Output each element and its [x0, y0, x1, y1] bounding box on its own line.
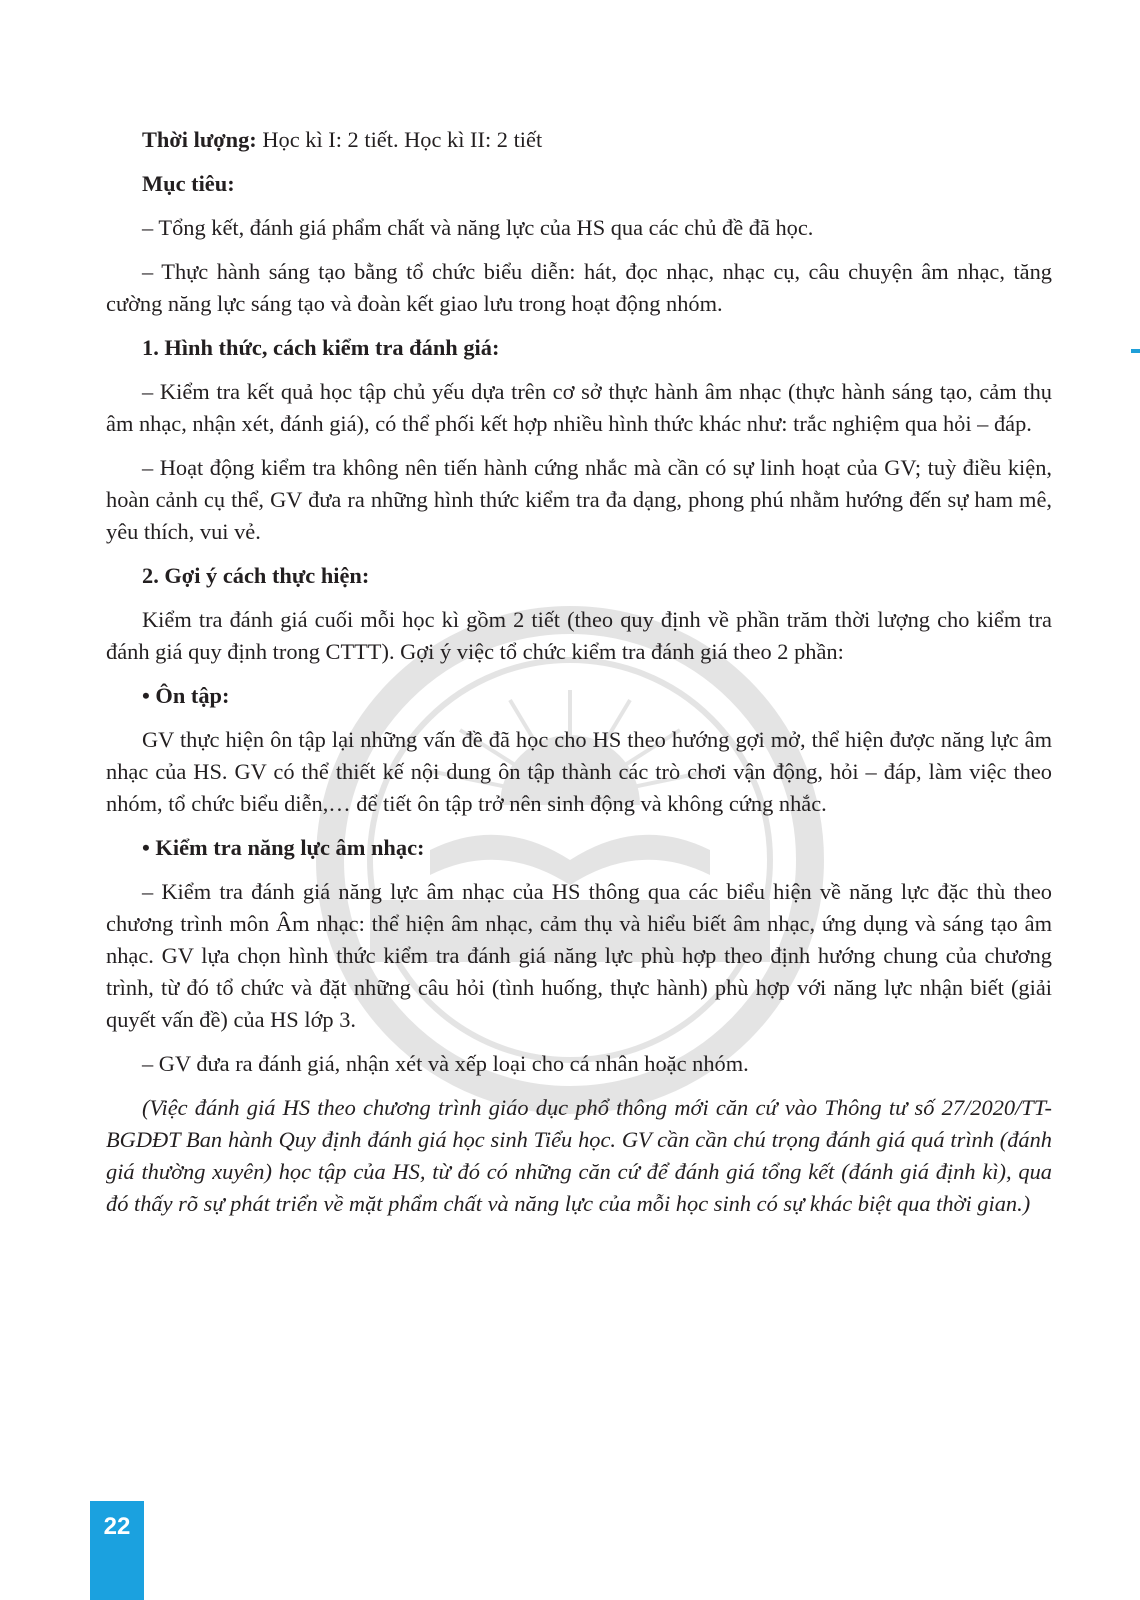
review-heading: • Ôn tập: [142, 683, 230, 708]
assessment-paragraph: – Kiểm tra đánh giá năng lực âm nhạc của HS thông qua các biểu hiện về năng lực đặc thù theo chương trình môn Âm nhạc: thể hiện âm nhạc, cảm thụ và hiểu biết âm nhạc, ứng dụng và sáng tạo âm nhạc. GV lựa chọn hình thức kiểm tra đánh giá năng lực phù hợp theo định hướng chung của chương trình, từ đó tổ chức và đặt những câu hỏi (tình huống, thực hành) phù hợp với năng lực nhận biết (giải quyết vấn đề) của HS lớp 3. [106, 879, 1052, 1032]
section1-heading: 1. Hình thức, cách kiểm tra đánh giá: [142, 335, 500, 360]
assessment-note: (Việc đánh giá HS theo chương trình giáo dục phổ thông mới căn cứ vào Thông tư số 27/2020/TT-BGDĐT Ban hành Quy định đánh giá học sinh Tiểu học. GV cần cần chú trọng đánh giá quá trình (đánh giá thường xuyên) học tập của HS, từ đó có những căn cứ để đánh giá tổng kết (đánh giá định kì), qua đó thấy rõ sự phát triển về mặt phẩm chất và năng lực của mỗi học sinh có sự khác biệt qua thời gian.) [106, 1095, 1052, 1216]
section2-heading: 2. Gợi ý cách thực hiện: [142, 563, 370, 588]
objective-item: – Tổng kết, đánh giá phẩm chất và năng lực của HS qua các chủ đề đã học. [142, 215, 814, 240]
page-number: 22 [103, 1513, 131, 1540]
page-content [106, 124, 1052, 1232]
section2-intro: Kiểm tra đánh giá cuối mỗi học kì gồm 2 tiết (theo quy định về phần trăm thời lượng cho kiểm tra đánh giá quy định trong CTTT). Gợi ý việc tổ chức kiểm tra đánh giá theo 2 phần: [106, 607, 1052, 664]
assessment-heading: • Kiểm tra năng lực âm nhạc: [142, 835, 425, 860]
duration-label: Thời lượng: [142, 127, 257, 152]
section1-paragraph: – Kiểm tra kết quả học tập chủ yếu dựa trên cơ sở thực hành âm nhạc (thực hành sáng tạo, cảm thụ âm nhạc, nhận xét, đánh giá), có thể phối kết hợp nhiều hình thức khác như: trắc nghiệm qua hỏi – đáp. [106, 379, 1052, 436]
assessment-paragraph: – GV đưa ra đánh giá, nhận xét và xếp loại cho cá nhân hoặc nhóm. [142, 1051, 749, 1076]
duration-line [106, 124, 1052, 156]
objectives-heading: Mục tiêu: [142, 171, 235, 196]
review-text: GV thực hiện ôn tập lại những vấn đề đã học cho HS theo hướng gợi mở, thể hiện được năng lực âm nhạc của HS. GV có thể thiết kế nội dung ôn tập thành các trò chơi vận động, hỏi – đáp, làm việc theo nhóm, tổ chức biểu diễn,… để tiết ôn tập trở nên sinh động và không cứng nhắc. [106, 727, 1052, 816]
duration-value: Học kì I: 2 tiết. Học kì II: 2 tiết [256, 127, 543, 152]
section1-paragraph: – Hoạt động kiểm tra không nên tiến hành cứng nhắc mà cần có sự linh hoạt của GV; tuỳ điều kiện, hoàn cảnh cụ thể, GV đưa ra những hình thức kiểm tra đa dạng, phong phú nhằm hướng đến sự ham mê, yêu thích, vui vẻ. [106, 455, 1052, 544]
objective-item: – Thực hành sáng tạo bằng tổ chức biểu diễn: hát, đọc nhạc, nhạc cụ, câu chuyện âm nhạc, tăng cường năng lực sáng tạo và đoàn kết giao lưu trong hoạt động nhóm. [106, 259, 1052, 316]
edge-marker [1131, 349, 1140, 353]
